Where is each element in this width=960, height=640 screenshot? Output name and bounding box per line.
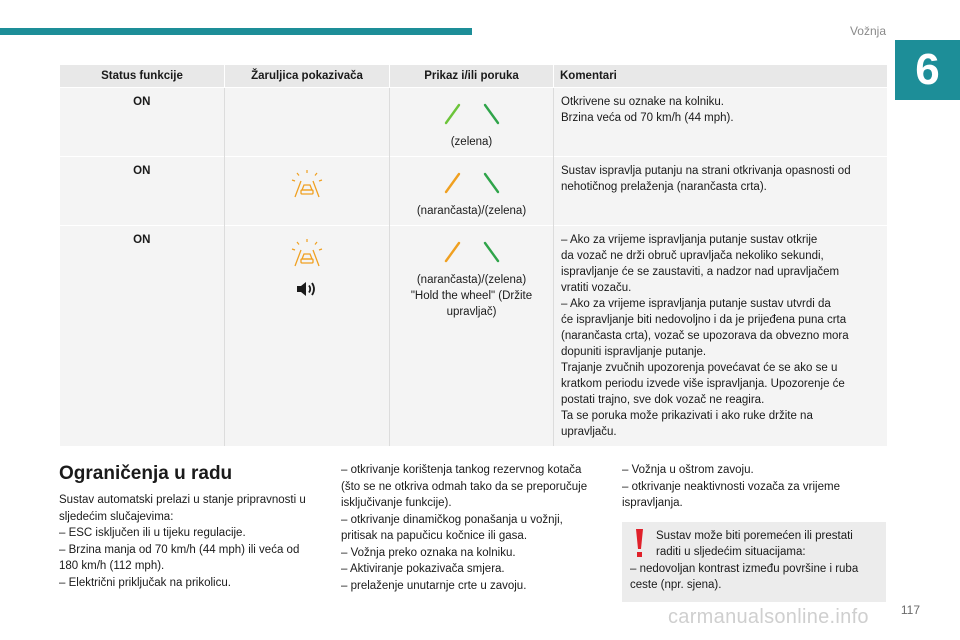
lamp-cell xyxy=(225,88,390,157)
lane-lines-icon xyxy=(441,102,503,126)
limits-text-line: – prelaženje unutarnje crte u zavoju. xyxy=(341,579,527,592)
comment-line: Trajanje zvučnih upozorenja povećavat će se ako se u xyxy=(561,362,838,374)
display-text: (narančasta)/(zelena) "Hold the wheel" (Držite upravljač) xyxy=(410,274,533,318)
comment-line: ispravljanje će se zaustaviti, a nadzor nad upravljačem xyxy=(561,266,840,278)
sound-icon xyxy=(295,280,319,298)
warning-exclamation-icon xyxy=(628,527,650,561)
comment-line: Otkrivene su oznake na kolniku. xyxy=(561,96,725,108)
comment-line: će ispravljanje biti nedovoljno i da je prijeđena puna crta xyxy=(561,314,847,326)
comment-line: – Ako za vrijeme ispravljanja putanje sustav otkrije xyxy=(561,234,818,246)
status-cell: ON xyxy=(60,157,225,226)
left-lane-line xyxy=(446,105,459,123)
limits-text-line: 180 km/h (112 mph). xyxy=(59,560,165,572)
limits-text-line: – Vožnja u oštrom zavoju. xyxy=(622,464,754,476)
right-lane-line xyxy=(485,243,498,261)
limits-text-line: – Vožnja preko oznaka na kolniku. xyxy=(341,546,516,559)
section-name: Vožnja xyxy=(849,24,886,38)
limits-heading: Ograničenja u radu xyxy=(59,463,233,484)
comment-line: da vozač ne drži obruč upravljača nekoliko sekundi, xyxy=(561,250,824,262)
limits-text-line: Sustav automatski prelazi u stanje pripravnosti u xyxy=(59,494,306,506)
left-lane-line xyxy=(446,243,459,261)
comment-line: Brzina veća od 70 km/h (44 mph). xyxy=(561,112,734,124)
comment-line: dopuniti ispravljanje putanje. xyxy=(561,346,707,358)
limits-column-3 xyxy=(622,462,886,602)
column-header-display: Prikaz i/ili poruka xyxy=(390,65,554,88)
function-status-table xyxy=(59,65,887,446)
lane-lines-icon xyxy=(441,171,503,195)
lamp-cell xyxy=(225,226,390,447)
comment-line: Ta se poruka može prikazivati i ako ruke držite na xyxy=(561,410,813,422)
display-text: (zelena) xyxy=(450,136,493,148)
limits-column-1 xyxy=(59,462,321,591)
watermark: carmanualsonline.info xyxy=(668,606,869,628)
limits-text-line: sljedećim slučajevima: xyxy=(59,510,174,523)
limits-text-line: ispravljanja. xyxy=(622,497,683,509)
table-row xyxy=(60,88,887,157)
limits-text-line: pritisak na papučicu kočnice ili gasa. xyxy=(341,530,528,542)
limits-text-line: – ESC isključen ili u tijeku regulacije. xyxy=(59,527,246,539)
comment-line: Sustav ispravlja putanju na strani otkrivanja opasnosti od xyxy=(561,165,851,177)
comment-line: postati trajno, sve dok vozač ne reagira. xyxy=(561,394,765,406)
comment-line: vratiti vozaču. xyxy=(561,282,632,294)
status-cell: ON xyxy=(60,88,225,157)
lane-lines-icon xyxy=(441,240,503,264)
right-lane-line xyxy=(485,105,498,123)
limits-text-line: – otkrivanje dinamičkog ponašanja u vožnji, xyxy=(341,513,563,526)
limits-text-line: isključivanje funkcije). xyxy=(341,497,452,509)
comment-line: (narančasta crta), vozač se upozorava da obvezno mora xyxy=(561,330,849,342)
display-cell xyxy=(390,226,554,447)
column-header-comments: Komentari xyxy=(554,65,887,88)
comment-line: upravljaču. xyxy=(561,426,617,438)
limits-text-line: – Električni priključak na prikolicu. xyxy=(59,576,231,589)
display-text: (narančasta)/(zelena) xyxy=(416,205,527,217)
warning-item-line: ceste (npr. sjena). xyxy=(630,579,722,591)
warning-intro-line: Sustav može biti poremećen ili prestati xyxy=(656,529,853,542)
left-lane-line xyxy=(446,174,459,192)
warning-box xyxy=(622,522,886,602)
limits-text-line: – Brzina manja od 70 km/h (44 mph) ili veća od xyxy=(59,543,300,556)
limits-column-2 xyxy=(341,462,606,594)
chapter-tab: 6 xyxy=(895,40,960,100)
limits-text-line: – otkrivanje neaktivnosti vozača za vrijeme xyxy=(622,480,840,493)
table-header-row xyxy=(60,65,887,88)
limits-text-line: – otkrivanje korištenja tankog rezervnog kotača xyxy=(341,464,582,476)
comment-line: kratkom periodu izvede više ispravljanja. Upozorenje će xyxy=(561,378,845,390)
comment-cell xyxy=(554,88,887,157)
warning-item-line: – nedovoljan kontrast između površine i ruba xyxy=(630,562,859,575)
column-header-lamp: Žaruljica pokazivača xyxy=(225,65,390,88)
comment-line: nehotičnog prelaženja (narančasta crta). xyxy=(561,181,767,193)
table-row xyxy=(60,226,887,447)
display-cell xyxy=(390,88,554,157)
comment-line: – Ako za vrijeme ispravljanja putanje sustav utvrdi da xyxy=(561,298,831,310)
lamp-cell xyxy=(225,157,390,226)
page-number: 117 xyxy=(900,603,920,617)
status-cell: ON xyxy=(60,226,225,447)
limits-text-line: (što se ne otkriva odmah tako da se preporučuje xyxy=(341,480,588,493)
comment-cell xyxy=(554,226,887,447)
comment-cell xyxy=(554,157,887,226)
lane-keep-warning-icon xyxy=(291,169,323,199)
table-row xyxy=(60,157,887,226)
limits-text-line: – Aktiviranje pokazivača smjera. xyxy=(341,563,505,575)
display-cell xyxy=(390,157,554,226)
header-accent-bar xyxy=(0,28,472,35)
right-lane-line xyxy=(485,174,498,192)
column-header-status: Status funkcije xyxy=(60,65,225,88)
lane-keep-warning-icon xyxy=(291,238,323,268)
warning-intro-line: raditi u sljedećim situacijama: xyxy=(656,546,806,558)
